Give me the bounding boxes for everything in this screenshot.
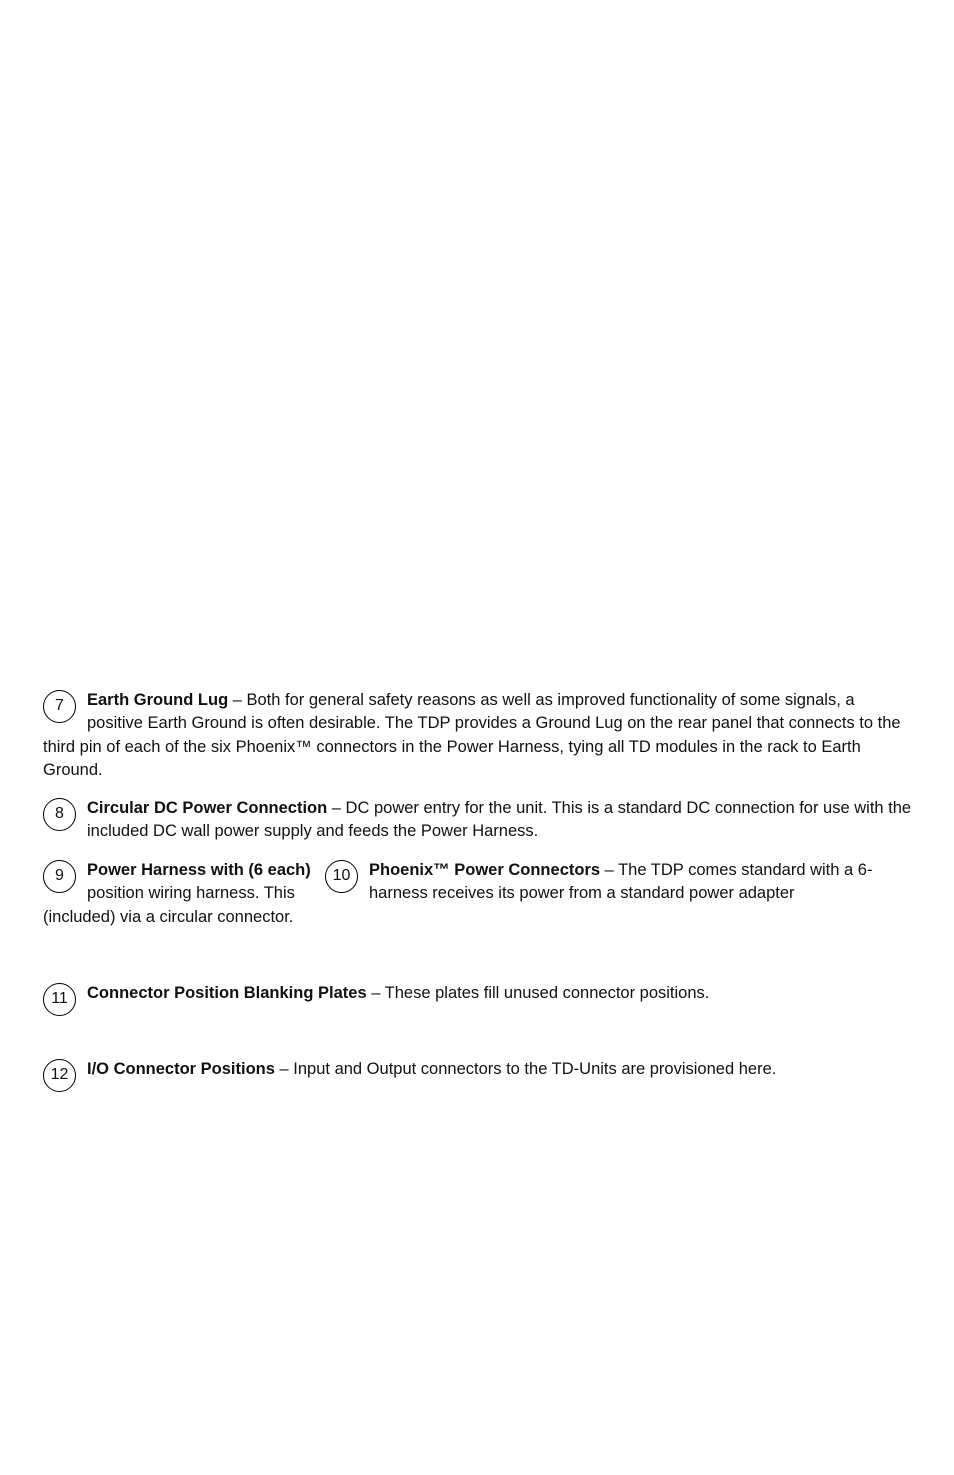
callout-number-badge: 12 (43, 1059, 76, 1092)
callout-description (43, 1058, 913, 1081)
callout-description (325, 859, 905, 906)
callout-text: – These plates fill unused connector positions. (366, 984, 710, 1002)
callout-item-8 (43, 797, 913, 844)
callout-number-badge: 9 (43, 860, 76, 893)
callout-item-7 (43, 689, 913, 782)
callout-number-badge: 11 (43, 983, 76, 1016)
callout-number-badge: 10 (325, 860, 358, 893)
callout-item-11 (43, 982, 913, 1018)
callout-title: Power Harness with (6 each) (87, 861, 311, 879)
callout-title: Circular DC Power Connection (87, 799, 328, 817)
callout-title: Connector Position Blanking Plates (87, 984, 367, 1002)
callout-title: Earth Ground Lug (87, 691, 229, 709)
callout-text: – Both for general safety reasons as well as improved functionality of some signals, a positive Earth Ground is often desirable. The TDP provides a Ground Lug on the rear panel that connects to the third pin of each of the six Phoenix™ connectors in the Power Harness, tying all TD modules in the rack to Earth Ground. (43, 691, 901, 779)
callout-text: – DC power entry for the unit. This is a standard DC connection for use with the included DC wall power supply and feeds the Power Harness. (87, 799, 912, 841)
callout-description (43, 689, 913, 782)
callout-text: position wiring harness. This (included) via a circular connector. (43, 884, 295, 926)
callout-title: I/O Connector Positions (87, 1060, 275, 1078)
callout-number-badge: 7 (43, 690, 76, 723)
callout-item-9 (43, 859, 325, 929)
callout-description (43, 982, 913, 1005)
callout-title: Phoenix™ Power Connectors (369, 861, 601, 879)
callout-description (43, 797, 913, 844)
callout-description (43, 859, 325, 929)
callout-text: – Input and Output connectors to the TD-Units are provisioned here. (274, 1060, 777, 1078)
callout-number-badge: 8 (43, 798, 76, 831)
callout-item-12 (43, 1058, 913, 1094)
callout-text: – The TDP comes standard with a 6-harness receives its power from a standard power adapter (369, 861, 873, 903)
callout-item-10 (325, 859, 905, 906)
